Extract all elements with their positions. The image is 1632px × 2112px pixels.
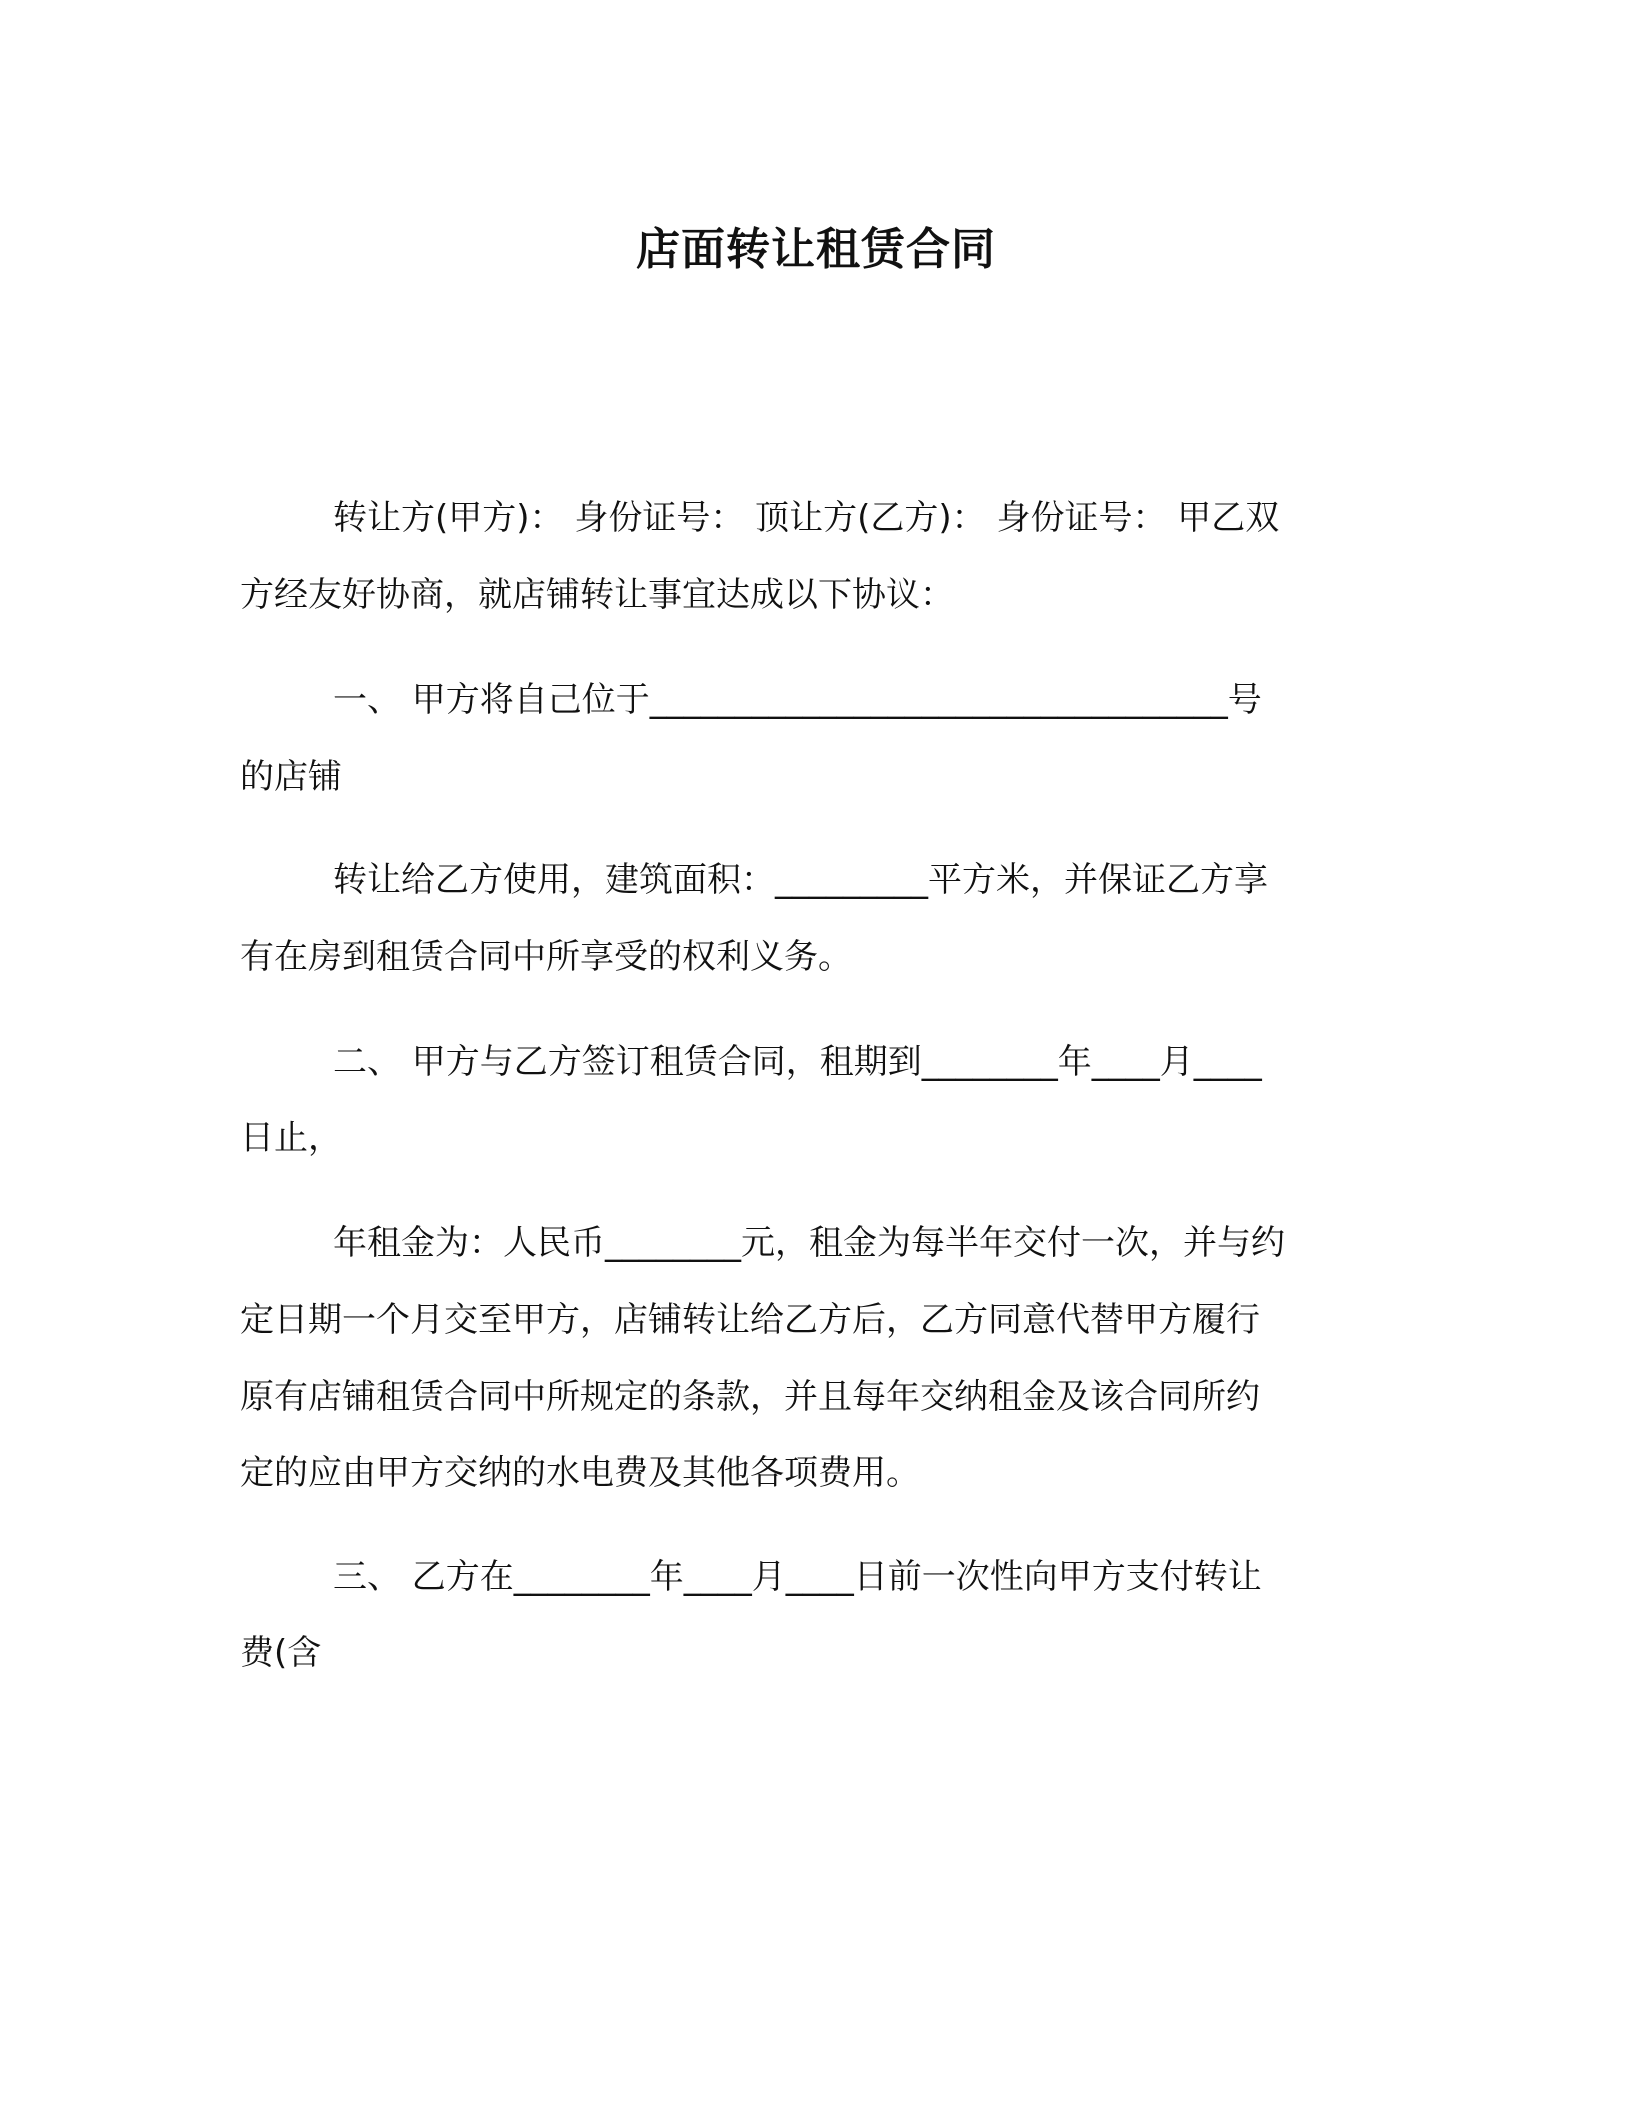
paragraph-3-line-2: 有在房到租赁合同中所享受的权利义务。: [240, 937, 852, 977]
paragraph-5-line-1: 年租金为：人民币________元，租金为每半年交付一次，并与约: [333, 1223, 1285, 1263]
paragraph-5-line-4: 定的应由甲方交纳的水电费及其他各项费用。: [240, 1453, 920, 1493]
paragraph-4-line-1: 二、 甲方与乙方签订租赁合同，租期到________年____月____: [333, 1042, 1262, 1082]
paragraph-6-line-2: 费(含: [240, 1633, 322, 1673]
document-title: 店面转让租赁合同: [636, 224, 996, 275]
paragraph-5-line-2: 定日期一个月交至甲方，店铺转让给乙方后，乙方同意代替甲方履行: [240, 1300, 1260, 1340]
paragraph-3-line-1: 转让给乙方使用，建筑面积：_________平方米，并保证乙方享: [333, 860, 1268, 900]
paragraph-2-line-2: 的店铺: [240, 757, 342, 797]
paragraph-1-line-2: 方经友好协商，就店铺转让事宜达成以下协议：: [240, 575, 954, 615]
paragraph-5-line-3: 原有店铺租赁合同中所规定的条款，并且每年交纳租金及该合同所约: [240, 1377, 1260, 1417]
paragraph-1-line-1: 转让方(甲方)： 身份证号： 顶让方(乙方)： 身份证号： 甲乙双: [333, 498, 1280, 538]
paragraph-6-line-1: 三、 乙方在________年____月____日前一次性向甲方支付转让: [333, 1557, 1262, 1597]
paragraph-4-line-2: 日止，: [240, 1118, 342, 1158]
paragraph-2-line-1: 一、 甲方将自己位于__________________________________号: [333, 680, 1262, 720]
